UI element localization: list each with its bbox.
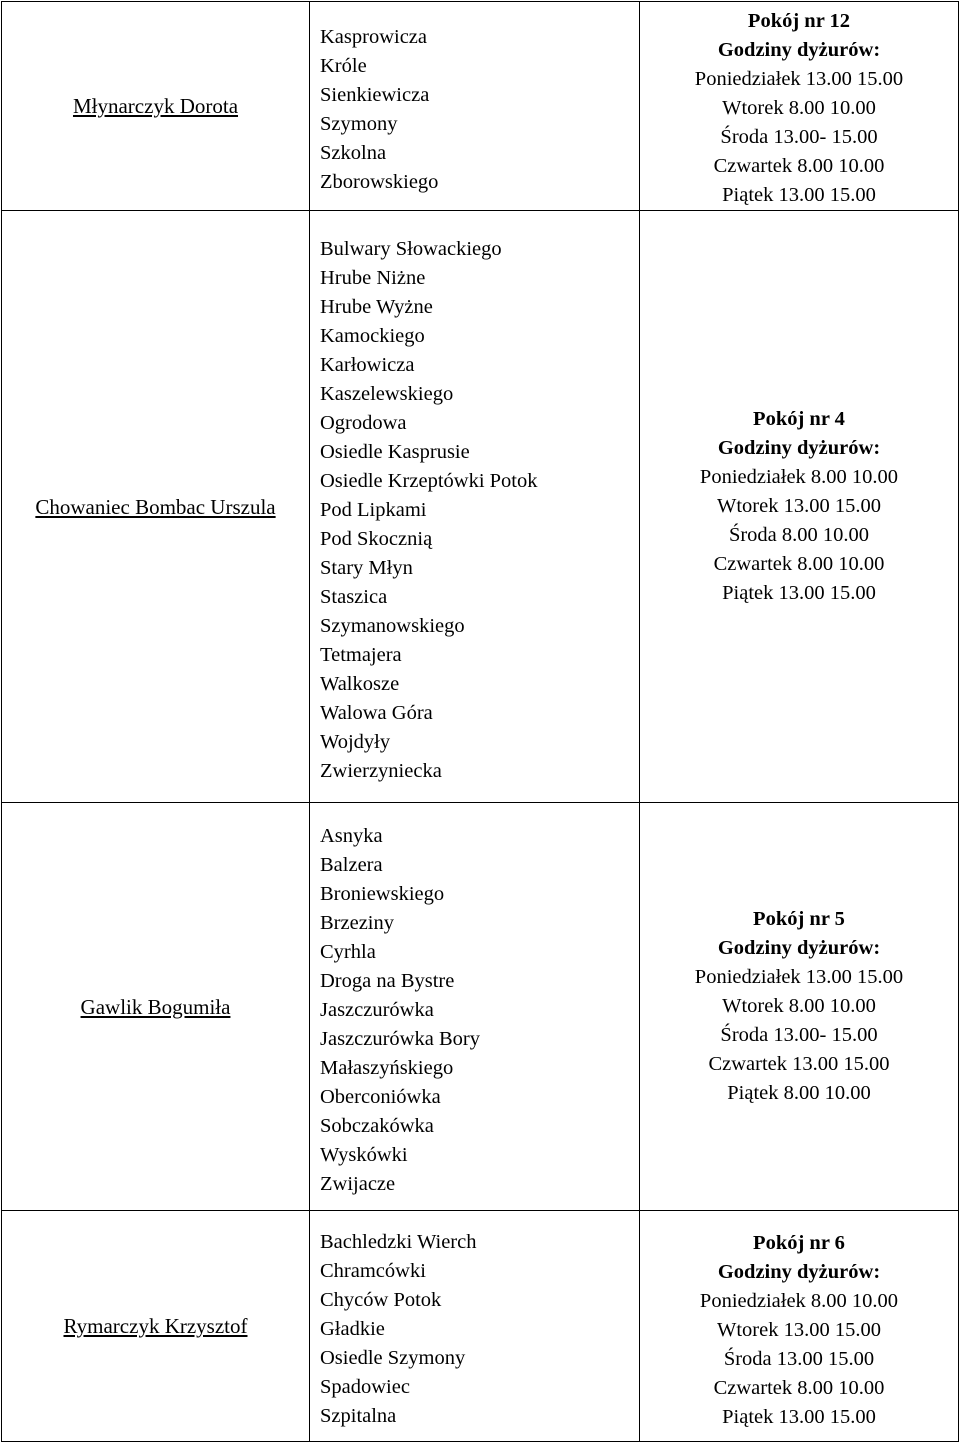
street-item: Wojdyły bbox=[320, 730, 391, 753]
street-item: Zwierzyniecka bbox=[320, 759, 442, 782]
person-cell bbox=[2, 803, 310, 1211]
street-item: Hrube Niżne bbox=[320, 266, 426, 289]
street-item: Chyców Potok bbox=[320, 1289, 442, 1311]
table-row bbox=[2, 803, 959, 1211]
street-item: Bachledzki Wierch bbox=[320, 1231, 477, 1253]
street-item: Kasprowicza bbox=[320, 25, 428, 48]
duty-hour-item: Czwartek 8.00 10.00 bbox=[713, 155, 885, 177]
duty-hour-item: Piątek 13.00 15.00 bbox=[722, 582, 876, 604]
street-item: Małaszyńskiego bbox=[320, 1056, 454, 1079]
street-item: Tetmajera bbox=[320, 643, 402, 666]
street-item: Pod Lipkami bbox=[320, 498, 427, 521]
person-name: Chowaniec Bombac Urszula bbox=[35, 494, 276, 519]
street-item: Balzera bbox=[320, 853, 383, 876]
street-item: Walowa Góra bbox=[320, 701, 433, 724]
streets-cell bbox=[310, 803, 640, 1211]
street-item: Asnyka bbox=[320, 824, 383, 847]
duty-hour-item: Piątek 13.00 15.00 bbox=[722, 184, 876, 206]
street-item: Sobczakówka bbox=[320, 1114, 434, 1137]
assignment-table bbox=[1, 1, 959, 1442]
room-number: Pokój nr 4 bbox=[753, 408, 845, 430]
person-name: Młynarczyk Dorota bbox=[72, 94, 239, 118]
street-item: Osiedle Krzeptówki Potok bbox=[320, 469, 538, 492]
street-item: Zwijacze bbox=[320, 1172, 396, 1195]
street-item: Zborowskiego bbox=[320, 170, 439, 193]
duty-hour-item: Środa 8.00 10.00 bbox=[728, 524, 870, 546]
duty-hours-label: Godziny dyżurów: bbox=[717, 437, 881, 459]
duty-hours-label: Godziny dyżurów: bbox=[717, 937, 881, 959]
street-item: Szymony bbox=[320, 112, 398, 135]
duty-hours-label: Godziny dyżurów: bbox=[717, 1261, 881, 1283]
streets-cell bbox=[310, 211, 640, 803]
table-row bbox=[2, 2, 959, 211]
street-item: Ogrodowa bbox=[320, 411, 407, 434]
street-item: Cyrhla bbox=[320, 940, 376, 963]
street-item: Droga na Bystre bbox=[320, 969, 455, 992]
table-row bbox=[2, 1211, 959, 1442]
hours-cell bbox=[640, 211, 959, 803]
street-item: Spadowiec bbox=[320, 1376, 410, 1398]
street-item: Bulwary Słowackiego bbox=[320, 237, 502, 260]
duty-hour-item: Piątek 8.00 10.00 bbox=[727, 1082, 871, 1104]
duty-hour-item: Wtorek 8.00 10.00 bbox=[722, 995, 876, 1017]
table-row bbox=[2, 211, 959, 803]
streets-cell bbox=[310, 2, 640, 211]
duty-hour-item: Poniedziałek 8.00 10.00 bbox=[699, 466, 899, 488]
person-name: Rymarczyk Krzysztof bbox=[63, 1314, 248, 1338]
street-item: Sienkiewicza bbox=[320, 83, 430, 106]
street-item: Króle bbox=[320, 54, 367, 77]
street-item: Oberconiówka bbox=[320, 1085, 441, 1108]
room-number: Pokój nr 6 bbox=[753, 1232, 845, 1254]
street-item: Staszica bbox=[320, 585, 388, 608]
street-item: Kamockiego bbox=[320, 324, 425, 347]
street-item: Gładkie bbox=[320, 1318, 385, 1340]
duty-hour-item: Środa 13.00- 15.00 bbox=[720, 126, 878, 148]
duty-hour-item: Wtorek 13.00 15.00 bbox=[717, 495, 881, 517]
street-item: Wyskówki bbox=[320, 1143, 408, 1166]
street-item: Szkolna bbox=[320, 141, 387, 164]
person-cell bbox=[2, 2, 310, 211]
streets-cell bbox=[310, 1211, 640, 1442]
duty-hour-item: Środa 13.00- 15.00 bbox=[720, 1024, 878, 1046]
street-item: Chramcówki bbox=[320, 1260, 426, 1282]
duty-hour-item: Poniedziałek 13.00 15.00 bbox=[694, 966, 904, 988]
person-cell bbox=[2, 1211, 310, 1442]
duty-hour-item: Wtorek 8.00 10.00 bbox=[722, 97, 876, 119]
hours-cell bbox=[640, 1211, 959, 1442]
person-cell bbox=[2, 211, 310, 803]
duty-hour-item: Czwartek 8.00 10.00 bbox=[713, 553, 885, 575]
duty-hour-item: Poniedziałek 13.00 15.00 bbox=[694, 68, 904, 90]
street-item: Brzeziny bbox=[320, 911, 394, 934]
hours-cell bbox=[640, 803, 959, 1211]
street-item: Walkosze bbox=[320, 672, 400, 695]
duty-hour-item: Piątek 13.00 15.00 bbox=[722, 1406, 876, 1428]
duty-hour-item: Wtorek 13.00 15.00 bbox=[717, 1319, 881, 1341]
duty-hour-item: Poniedziałek 8.00 10.00 bbox=[699, 1290, 899, 1312]
street-item: Osiedle Szymony bbox=[320, 1347, 466, 1369]
street-item: Karłowicza bbox=[320, 353, 415, 376]
street-item: Broniewskiego bbox=[320, 882, 445, 905]
duty-hours-label: Godziny dyżurów: bbox=[717, 39, 881, 61]
street-item: Pod Skocznią bbox=[320, 527, 433, 550]
duty-hour-item: Czwartek 13.00 15.00 bbox=[708, 1053, 890, 1075]
street-item: Szymanowskiego bbox=[320, 614, 465, 637]
street-item: Osiedle Kasprusie bbox=[320, 440, 470, 463]
street-item: Hrube Wyżne bbox=[320, 295, 433, 318]
street-item: Jaszczurówka Bory bbox=[320, 1027, 480, 1050]
duty-hour-item: Środa 13.00 15.00 bbox=[723, 1348, 875, 1370]
duty-hour-item: Czwartek 8.00 10.00 bbox=[713, 1377, 885, 1399]
street-item: Kaszelewskiego bbox=[320, 382, 454, 405]
room-number: Pokój nr 5 bbox=[753, 908, 845, 930]
street-item: Jaszczurówka bbox=[320, 998, 434, 1021]
room-number: Pokój nr 12 bbox=[747, 10, 851, 32]
street-item: Stary Młyn bbox=[320, 556, 413, 579]
street-item: Szpitalna bbox=[320, 1405, 397, 1427]
person-name: Gawlik Bogumiła bbox=[80, 994, 231, 1019]
hours-cell bbox=[640, 2, 959, 211]
